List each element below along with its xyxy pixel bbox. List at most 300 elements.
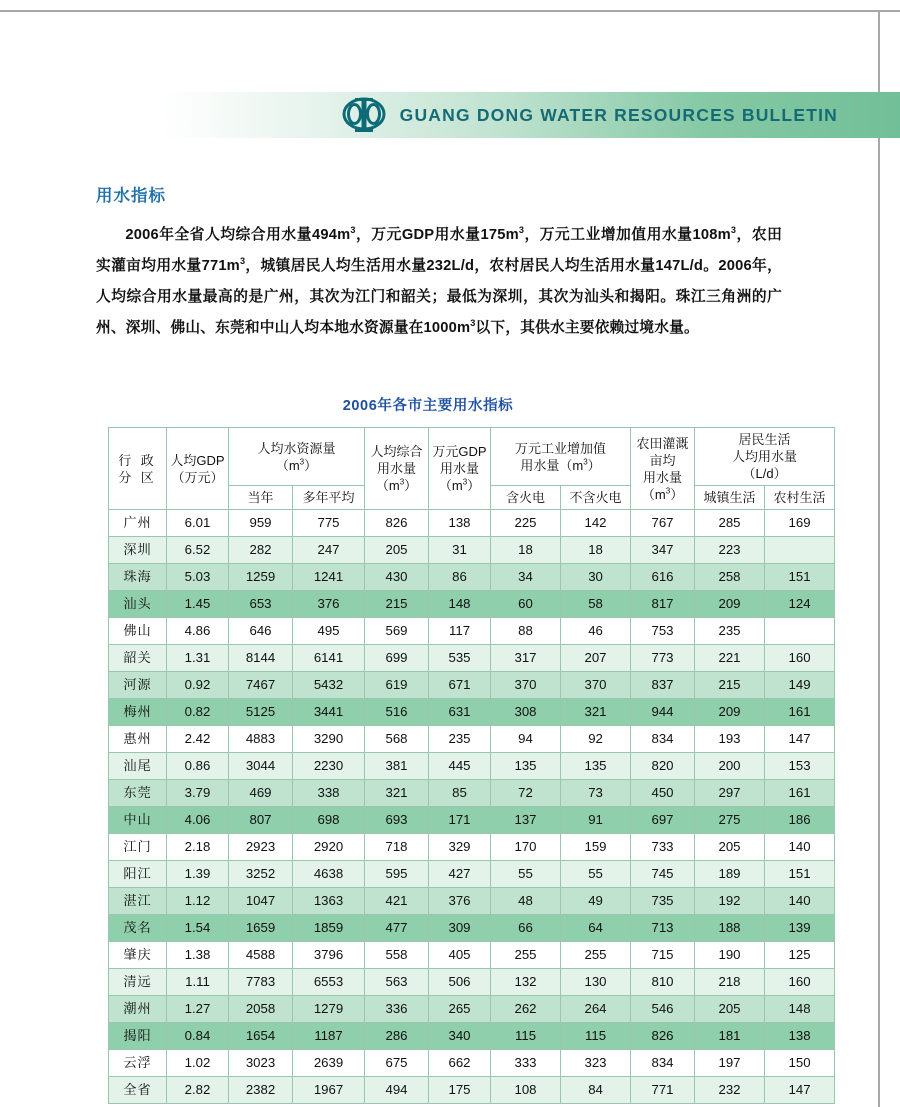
cell-region: 深圳 — [109, 537, 167, 564]
cell-industry-with-thermal: 66 — [491, 915, 561, 942]
header-region — [109, 428, 167, 510]
cell-gdp-water-use: 376 — [429, 888, 491, 915]
header-resident-urban: 城镇生活 — [695, 486, 765, 510]
unit-close: ） — [304, 457, 318, 473]
cell-gdp-water-use: 117 — [429, 618, 491, 645]
cell-farmland-irrigation: 820 — [631, 753, 695, 780]
cell-resident-rural: 186 — [765, 807, 835, 834]
cell-industry-with-thermal: 170 — [491, 834, 561, 861]
cell-farmland-irrigation: 773 — [631, 645, 695, 672]
cell-gdp-water-use: 427 — [429, 861, 491, 888]
cell-industry-without-thermal: 46 — [561, 618, 631, 645]
table-row — [109, 861, 835, 888]
para-sup-1: 3 — [350, 225, 356, 236]
table-row — [109, 510, 835, 537]
cell-region: 清远 — [109, 969, 167, 996]
cell-resident-urban: 235 — [695, 618, 765, 645]
cell-water-res-avg: 2639 — [293, 1050, 365, 1077]
cell-water-res-current: 7783 — [229, 969, 293, 996]
cell-resident-rural: 140 — [765, 888, 835, 915]
cell-comprehensive-use: 675 — [365, 1050, 429, 1077]
cell-industry-with-thermal: 115 — [491, 1023, 561, 1050]
cell-water-res-current: 282 — [229, 537, 293, 564]
cell-resident-urban: 215 — [695, 672, 765, 699]
para-sup-2: 3 — [518, 225, 525, 236]
cell-industry-with-thermal: 88 — [491, 618, 561, 645]
cell-gdp-per-capita: 1.38 — [167, 942, 229, 969]
header-farmland-irrigation — [631, 428, 695, 510]
table-row — [109, 807, 835, 834]
unit-close: ） — [670, 486, 684, 502]
cell-comprehensive-use: 421 — [365, 888, 429, 915]
cell-industry-with-thermal: 317 — [491, 645, 561, 672]
header-industry-line2 — [492, 457, 629, 474]
cell-region: 广州 — [109, 510, 167, 537]
cell-water-res-current: 2923 — [229, 834, 293, 861]
cell-industry-without-thermal: 49 — [561, 888, 631, 915]
cell-resident-rural: 169 — [765, 510, 835, 537]
header-farmland-line1: 农田灌溉 — [636, 435, 689, 451]
table-row — [109, 672, 835, 699]
cell-resident-urban: 223 — [695, 537, 765, 564]
cell-gdp-per-capita: 0.86 — [167, 753, 229, 780]
header-water-resources-group — [229, 428, 365, 486]
header-gdp-water-line1: 万元GDP — [432, 444, 487, 459]
header-resident-line1: 居民生活 — [738, 432, 791, 447]
cell-water-res-avg: 4638 — [293, 861, 365, 888]
cell-industry-without-thermal: 321 — [561, 699, 631, 726]
masthead-title: GUANG DONG WATER RESOURCES BULLETIN — [399, 104, 838, 125]
cell-resident-urban: 218 — [695, 969, 765, 996]
cell-water-res-avg: 1187 — [293, 1023, 365, 1050]
cell-water-res-current: 4588 — [229, 942, 293, 969]
cell-farmland-irrigation: 767 — [631, 510, 695, 537]
cell-gdp-per-capita: 1.27 — [167, 996, 229, 1023]
masthead-content — [342, 97, 838, 133]
cell-region: 揭阳 — [109, 1023, 167, 1050]
cell-comprehensive-use: 569 — [365, 618, 429, 645]
cell-farmland-irrigation: 347 — [631, 537, 695, 564]
table-title: 2006年各市主要用水指标 — [342, 398, 514, 414]
cell-farmland-irrigation: 753 — [631, 618, 695, 645]
cell-resident-urban: 297 — [695, 780, 765, 807]
cell-gdp-water-use: 340 — [429, 1023, 491, 1050]
cell-farmland-irrigation: 546 — [631, 996, 695, 1023]
para-sup-3: 3 — [730, 225, 737, 236]
cell-gdp-water-use: 405 — [429, 942, 491, 969]
cell-water-res-avg: 3796 — [293, 942, 365, 969]
cell-water-res-current: 5125 — [229, 699, 293, 726]
cell-resident-rural: 153 — [765, 753, 835, 780]
cell-resident-rural: 161 — [765, 780, 835, 807]
cell-region: 汕头 — [109, 591, 167, 618]
header-comprehensive-line2: 用水量 — [377, 461, 417, 476]
cell-resident-urban: 209 — [695, 699, 765, 726]
cell-farmland-irrigation: 834 — [631, 726, 695, 753]
para-text-2: ，万元GDP用水量175m — [355, 227, 519, 243]
masthead-banner — [0, 92, 900, 138]
cell-region: 惠州 — [109, 726, 167, 753]
header-region-line2: 分 区 — [118, 469, 157, 485]
table-row — [109, 564, 835, 591]
para-text-1: 2006年全省人均综合用水量494m — [125, 227, 351, 243]
cell-industry-with-thermal: 333 — [491, 1050, 561, 1077]
cell-gdp-per-capita: 4.86 — [167, 618, 229, 645]
cell-water-res-avg: 5432 — [293, 672, 365, 699]
table-row — [109, 618, 835, 645]
section-paragraph — [96, 220, 782, 344]
cell-gdp-water-use: 85 — [429, 780, 491, 807]
cell-water-res-current: 1654 — [229, 1023, 293, 1050]
cell-resident-urban: 205 — [695, 996, 765, 1023]
header-gdp-line1: 人均GDP — [170, 452, 225, 468]
cell-comprehensive-use: 215 — [365, 591, 429, 618]
cell-industry-without-thermal: 92 — [561, 726, 631, 753]
cell-resident-urban: 200 — [695, 753, 765, 780]
table-row — [109, 915, 835, 942]
cell-comprehensive-use: 205 — [365, 537, 429, 564]
table-header-row-1 — [109, 428, 835, 486]
header-comprehensive-unit — [366, 477, 427, 494]
cell-industry-without-thermal: 142 — [561, 510, 631, 537]
unit-sup: 3 — [399, 477, 405, 487]
header-resident-group — [695, 428, 835, 486]
cell-comprehensive-use: 516 — [365, 699, 429, 726]
cell-industry-without-thermal: 30 — [561, 564, 631, 591]
cell-resident-rural: 151 — [765, 564, 835, 591]
cell-industry-without-thermal: 159 — [561, 834, 631, 861]
cell-water-res-current: 3044 — [229, 753, 293, 780]
cell-industry-with-thermal: 48 — [491, 888, 561, 915]
cell-comprehensive-use: 595 — [365, 861, 429, 888]
cell-gdp-water-use: 506 — [429, 969, 491, 996]
cell-water-res-avg: 3290 — [293, 726, 365, 753]
cell-gdp-water-use: 171 — [429, 807, 491, 834]
para-text-4: ，农田实灌亩均用水量771m — [96, 227, 782, 274]
cell-water-res-avg: 338 — [293, 780, 365, 807]
cell-resident-urban: 190 — [695, 942, 765, 969]
cell-comprehensive-use: 619 — [365, 672, 429, 699]
cell-resident-rural: 160 — [765, 969, 835, 996]
cell-resident-rural: 151 — [765, 861, 835, 888]
cell-gdp-water-use: 535 — [429, 645, 491, 672]
header-water-res-multiyear-avg: 多年平均 — [293, 486, 365, 510]
cell-region: 肇庆 — [109, 942, 167, 969]
cell-water-res-avg: 376 — [293, 591, 365, 618]
cell-farmland-irrigation: 817 — [631, 591, 695, 618]
cell-gdp-per-capita: 2.82 — [167, 1077, 229, 1104]
cell-water-res-current: 4883 — [229, 726, 293, 753]
header-comprehensive-line1: 人均综合 — [370, 444, 423, 459]
cell-gdp-per-capita: 3.79 — [167, 780, 229, 807]
cell-water-res-avg: 698 — [293, 807, 365, 834]
table-row — [109, 969, 835, 996]
cell-resident-rural: 124 — [765, 591, 835, 618]
cell-resident-rural: 139 — [765, 915, 835, 942]
cell-resident-urban: 197 — [695, 1050, 765, 1077]
header-gdp-water-line2: 用水量 — [440, 461, 480, 476]
table-row — [109, 834, 835, 861]
table-row — [109, 726, 835, 753]
cell-gdp-water-use: 86 — [429, 564, 491, 591]
cell-industry-with-thermal: 55 — [491, 861, 561, 888]
cell-gdp-water-use: 671 — [429, 672, 491, 699]
cell-farmland-irrigation: 826 — [631, 1023, 695, 1050]
cell-region: 潮州 — [109, 996, 167, 1023]
cell-resident-urban: 275 — [695, 807, 765, 834]
cell-gdp-per-capita: 0.92 — [167, 672, 229, 699]
cell-resident-urban: 258 — [695, 564, 765, 591]
cell-gdp-per-capita: 0.84 — [167, 1023, 229, 1050]
cell-comprehensive-use: 286 — [365, 1023, 429, 1050]
header-water-resources-unit — [230, 457, 363, 474]
cell-gdp-water-use: 309 — [429, 915, 491, 942]
header-water-resources-title: 人均水资源量 — [257, 440, 336, 456]
table-row — [109, 888, 835, 915]
cell-water-res-avg: 1859 — [293, 915, 365, 942]
cell-resident-rural: 161 — [765, 699, 835, 726]
cell-industry-with-thermal: 255 — [491, 942, 561, 969]
header-farmland-line3: 用水量 — [643, 469, 683, 485]
cell-industry-with-thermal: 34 — [491, 564, 561, 591]
cell-farmland-irrigation: 697 — [631, 807, 695, 834]
cell-resident-rural: 149 — [765, 672, 835, 699]
cell-resident-urban: 232 — [695, 1077, 765, 1104]
cell-gdp-water-use: 265 — [429, 996, 491, 1023]
table-row — [109, 753, 835, 780]
header-comprehensive-use — [365, 428, 429, 510]
cell-industry-without-thermal: 58 — [561, 591, 631, 618]
cell-region: 佛山 — [109, 618, 167, 645]
cell-resident-rural — [765, 537, 835, 564]
header-resident-line3: （L/d） — [742, 466, 787, 481]
cell-farmland-irrigation: 715 — [631, 942, 695, 969]
cell-industry-without-thermal: 64 — [561, 915, 631, 942]
cell-gdp-per-capita: 2.42 — [167, 726, 229, 753]
cell-gdp-per-capita: 2.18 — [167, 834, 229, 861]
unit-open: （m — [275, 457, 300, 473]
cell-water-res-current: 3252 — [229, 861, 293, 888]
cell-industry-without-thermal: 84 — [561, 1077, 631, 1104]
header-gdp-water-unit — [430, 477, 489, 494]
unit-sup: 3 — [665, 486, 671, 496]
cell-industry-without-thermal: 73 — [561, 780, 631, 807]
cell-gdp-water-use: 138 — [429, 510, 491, 537]
cell-water-res-avg: 2230 — [293, 753, 365, 780]
cell-gdp-water-use: 235 — [429, 726, 491, 753]
cell-farmland-irrigation: 810 — [631, 969, 695, 996]
cell-water-res-avg: 6141 — [293, 645, 365, 672]
cell-gdp-water-use: 631 — [429, 699, 491, 726]
page-right-rule — [878, 10, 880, 1107]
cell-resident-urban: 193 — [695, 726, 765, 753]
cell-industry-without-thermal: 130 — [561, 969, 631, 996]
cell-resident-rural: 150 — [765, 1050, 835, 1077]
cell-industry-without-thermal: 255 — [561, 942, 631, 969]
cell-water-res-avg: 775 — [293, 510, 365, 537]
header-industry-line1: 万元工业增加值 — [515, 440, 607, 456]
table-row — [109, 942, 835, 969]
cell-industry-with-thermal: 225 — [491, 510, 561, 537]
cell-region: 河源 — [109, 672, 167, 699]
cell-farmland-irrigation: 735 — [631, 888, 695, 915]
cell-farmland-irrigation: 616 — [631, 564, 695, 591]
header-farmland-line2: 亩均 — [649, 452, 676, 468]
cell-industry-without-thermal: 370 — [561, 672, 631, 699]
cell-resident-urban: 221 — [695, 645, 765, 672]
cell-resident-rural: 148 — [765, 996, 835, 1023]
cell-resident-rural: 147 — [765, 1077, 835, 1104]
cell-gdp-per-capita: 6.52 — [167, 537, 229, 564]
cell-water-res-current: 3023 — [229, 1050, 293, 1077]
cell-comprehensive-use: 693 — [365, 807, 429, 834]
unit-close: ） — [467, 478, 481, 493]
cell-gdp-per-capita: 1.12 — [167, 888, 229, 915]
cell-industry-without-thermal: 115 — [561, 1023, 631, 1050]
cell-comprehensive-use: 477 — [365, 915, 429, 942]
unit-sup: 3 — [299, 457, 305, 467]
cell-comprehensive-use: 718 — [365, 834, 429, 861]
guangdong-water-resources-logo-icon — [342, 97, 386, 133]
cell-region: 梅州 — [109, 699, 167, 726]
cell-resident-urban: 181 — [695, 1023, 765, 1050]
cell-gdp-per-capita: 1.02 — [167, 1050, 229, 1077]
cell-resident-rural: 125 — [765, 942, 835, 969]
cell-resident-rural — [765, 618, 835, 645]
table-row — [109, 537, 835, 564]
table-row — [109, 591, 835, 618]
cell-resident-urban: 189 — [695, 861, 765, 888]
cell-gdp-per-capita: 4.06 — [167, 807, 229, 834]
cell-comprehensive-use: 321 — [365, 780, 429, 807]
cell-region: 中山 — [109, 807, 167, 834]
cell-farmland-irrigation: 733 — [631, 834, 695, 861]
header-industry-without-thermal: 不含火电 — [561, 486, 631, 510]
cell-water-res-current: 653 — [229, 591, 293, 618]
cell-gdp-per-capita: 5.03 — [167, 564, 229, 591]
cell-comprehensive-use: 699 — [365, 645, 429, 672]
unit-sup: 3 — [462, 477, 468, 487]
para-text-6: 以下，其供水主要依赖过境水量。 — [475, 320, 699, 336]
cell-region: 全省 — [109, 1077, 167, 1104]
cell-water-res-avg: 1363 — [293, 888, 365, 915]
cell-industry-with-thermal: 18 — [491, 537, 561, 564]
cell-farmland-irrigation: 837 — [631, 672, 695, 699]
cell-water-res-current: 1259 — [229, 564, 293, 591]
cell-industry-with-thermal: 135 — [491, 753, 561, 780]
cell-region: 江门 — [109, 834, 167, 861]
cell-gdp-water-use: 329 — [429, 834, 491, 861]
cell-gdp-per-capita: 1.45 — [167, 591, 229, 618]
cell-farmland-irrigation: 450 — [631, 780, 695, 807]
cell-region: 汕尾 — [109, 753, 167, 780]
para-text-5: ，城镇居民人均生活用水量232L/d，农村居民人均生活用水量147L/d。2006年，人均综合用水量最高的是广州，其次为江门和韶关；最低为深圳，其次为汕头和揭阳。珠江三角洲的广州、深圳、佛山、东莞和中山人均本地水资源量在1000m — [96, 258, 782, 336]
cell-industry-with-thermal: 137 — [491, 807, 561, 834]
cell-industry-without-thermal: 18 — [561, 537, 631, 564]
cell-comprehensive-use: 494 — [365, 1077, 429, 1104]
cell-gdp-water-use: 445 — [429, 753, 491, 780]
header-industry-with-thermal: 含火电 — [491, 486, 561, 510]
cell-water-res-current: 2382 — [229, 1077, 293, 1104]
cell-gdp-per-capita: 1.39 — [167, 861, 229, 888]
table-body — [109, 510, 835, 1104]
cell-farmland-irrigation: 834 — [631, 1050, 695, 1077]
cell-comprehensive-use: 336 — [365, 996, 429, 1023]
cell-gdp-water-use: 175 — [429, 1077, 491, 1104]
cell-industry-with-thermal: 132 — [491, 969, 561, 996]
cell-water-res-avg: 2920 — [293, 834, 365, 861]
table-row — [109, 1023, 835, 1050]
water-indicators-table — [108, 427, 835, 1104]
cell-water-res-current: 959 — [229, 510, 293, 537]
cell-region: 云浮 — [109, 1050, 167, 1077]
para-sup-4: 3 — [239, 256, 246, 267]
table-container — [108, 427, 826, 1104]
cell-resident-urban: 192 — [695, 888, 765, 915]
cell-industry-without-thermal: 135 — [561, 753, 631, 780]
cell-industry-with-thermal: 262 — [491, 996, 561, 1023]
cell-water-res-avg: 495 — [293, 618, 365, 645]
cell-water-res-current: 1659 — [229, 915, 293, 942]
cell-industry-with-thermal: 308 — [491, 699, 561, 726]
cell-resident-rural: 160 — [765, 645, 835, 672]
cell-industry-without-thermal: 55 — [561, 861, 631, 888]
cell-region: 韶关 — [109, 645, 167, 672]
cell-water-res-avg: 247 — [293, 537, 365, 564]
para-text-3: ，万元工业增加值用水量108m — [524, 227, 731, 243]
unit-open: （m — [641, 486, 666, 502]
cell-industry-with-thermal: 108 — [491, 1077, 561, 1104]
cell-region: 湛江 — [109, 888, 167, 915]
unit-close: ） — [587, 457, 601, 473]
cell-water-res-current: 7467 — [229, 672, 293, 699]
cell-farmland-irrigation: 771 — [631, 1077, 695, 1104]
cell-industry-with-thermal: 370 — [491, 672, 561, 699]
cell-water-res-current: 807 — [229, 807, 293, 834]
cell-comprehensive-use: 558 — [365, 942, 429, 969]
cell-comprehensive-use: 568 — [365, 726, 429, 753]
header-industry-group — [491, 428, 631, 486]
cell-region: 珠海 — [109, 564, 167, 591]
cell-resident-rural: 140 — [765, 834, 835, 861]
table-row — [109, 780, 835, 807]
cell-gdp-water-use: 662 — [429, 1050, 491, 1077]
table-head — [109, 428, 835, 510]
cell-water-res-current: 469 — [229, 780, 293, 807]
cell-gdp-water-use: 148 — [429, 591, 491, 618]
header-resident-line2: 人均用水量 — [732, 449, 798, 464]
cell-resident-rural: 147 — [765, 726, 835, 753]
cell-gdp-water-use: 31 — [429, 537, 491, 564]
cell-resident-urban: 285 — [695, 510, 765, 537]
table-row — [109, 1050, 835, 1077]
header-gdp-line2: （万元） — [171, 469, 224, 485]
cell-comprehensive-use: 563 — [365, 969, 429, 996]
table-row — [109, 996, 835, 1023]
cell-gdp-per-capita: 6.01 — [167, 510, 229, 537]
cell-industry-with-thermal: 94 — [491, 726, 561, 753]
cell-farmland-irrigation: 745 — [631, 861, 695, 888]
header-resident-rural: 农村生活 — [765, 486, 835, 510]
page-content — [0, 138, 878, 1104]
cell-water-res-avg: 1279 — [293, 996, 365, 1023]
header-gdp-water-use — [429, 428, 491, 510]
header-farmland-unit — [632, 486, 693, 503]
cell-region: 东莞 — [109, 780, 167, 807]
table-row — [109, 645, 835, 672]
cell-resident-urban: 188 — [695, 915, 765, 942]
cell-region: 阳江 — [109, 861, 167, 888]
